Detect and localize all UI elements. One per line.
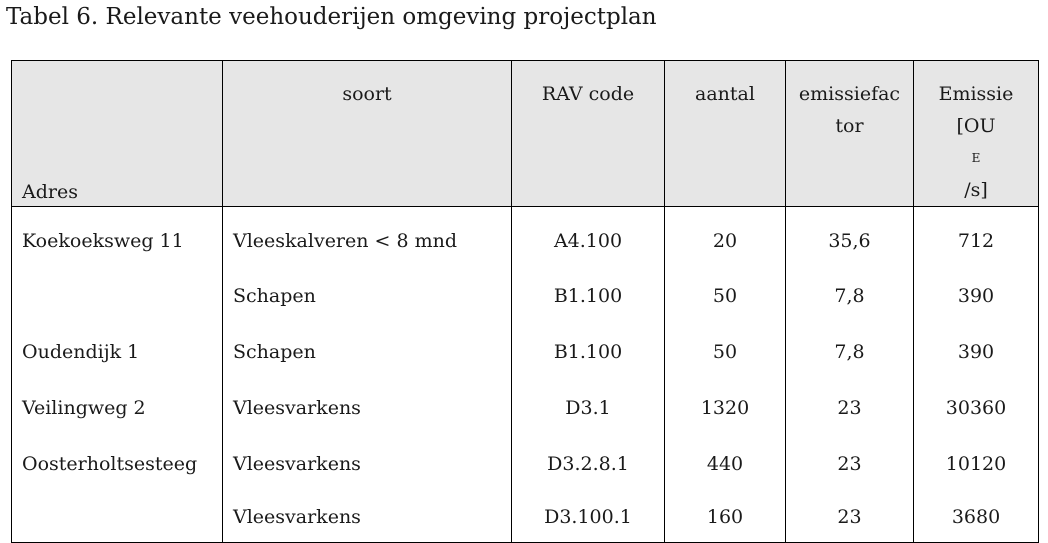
cell-rav-code: D3.100.1 xyxy=(512,492,665,543)
cell-emissie: 712 xyxy=(914,207,1039,268)
cell-rav-code: B1.100 xyxy=(512,268,665,324)
cell-soort: Vleesvarkens xyxy=(223,436,512,492)
header-emissie: Emissie [OU E /s] xyxy=(914,61,1039,207)
cell-adres xyxy=(12,492,223,543)
livestock-farms-table xyxy=(11,60,1039,543)
cell-emissie: 10120 xyxy=(914,436,1039,492)
cell-rav-code: D3.1 xyxy=(512,380,665,436)
cell-emissie: 390 xyxy=(914,324,1039,380)
cell-aantal: 1320 xyxy=(665,380,786,436)
header-adres: Adres xyxy=(12,61,223,207)
table-caption: Tabel 6. Relevante veehouderijen omgeving projectplan xyxy=(6,4,657,30)
cell-rav-code: B1.100 xyxy=(512,324,665,380)
cell-aantal: 20 xyxy=(665,207,786,268)
table-row xyxy=(12,436,1039,492)
cell-emissiefactor: 7,8 xyxy=(786,324,914,380)
cell-emissie: 3680 xyxy=(914,492,1039,543)
cell-emissiefactor: 35,6 xyxy=(786,207,914,268)
table-row xyxy=(12,268,1039,324)
table-body xyxy=(12,207,1039,543)
header-aantal: aantal xyxy=(665,61,786,207)
cell-aantal: 160 xyxy=(665,492,786,543)
header-rav-code: RAV code xyxy=(512,61,665,207)
cell-soort: Schapen xyxy=(223,324,512,380)
cell-rav-code: A4.100 xyxy=(512,207,665,268)
table-row xyxy=(12,207,1039,268)
cell-soort: Vleeskalveren < 8 mnd xyxy=(223,207,512,268)
cell-emissie: 390 xyxy=(914,268,1039,324)
table-row xyxy=(12,492,1039,543)
cell-soort: Schapen xyxy=(223,268,512,324)
cell-aantal: 50 xyxy=(665,268,786,324)
table-header-row xyxy=(12,61,1039,207)
cell-emissiefactor: 23 xyxy=(786,380,914,436)
cell-adres: Oosterholtsesteeg xyxy=(12,436,223,492)
header-soort: soort xyxy=(223,61,512,207)
table-row xyxy=(12,380,1039,436)
cell-emissie: 30360 xyxy=(914,380,1039,436)
header-emissiefactor: emissiefac tor xyxy=(786,61,914,207)
cell-aantal: 440 xyxy=(665,436,786,492)
table-row xyxy=(12,324,1039,380)
cell-rav-code: D3.2.8.1 xyxy=(512,436,665,492)
cell-adres: Veilingweg 2 xyxy=(12,380,223,436)
cell-emissiefactor: 23 xyxy=(786,436,914,492)
cell-adres: Oudendijk 1 xyxy=(12,324,223,380)
cell-emissiefactor: 23 xyxy=(786,492,914,543)
cell-adres xyxy=(12,268,223,324)
cell-soort: Vleesvarkens xyxy=(223,380,512,436)
cell-adres: Koekoeksweg 11 xyxy=(12,207,223,268)
cell-aantal: 50 xyxy=(665,324,786,380)
cell-emissiefactor: 7,8 xyxy=(786,268,914,324)
cell-soort: Vleesvarkens xyxy=(223,492,512,543)
